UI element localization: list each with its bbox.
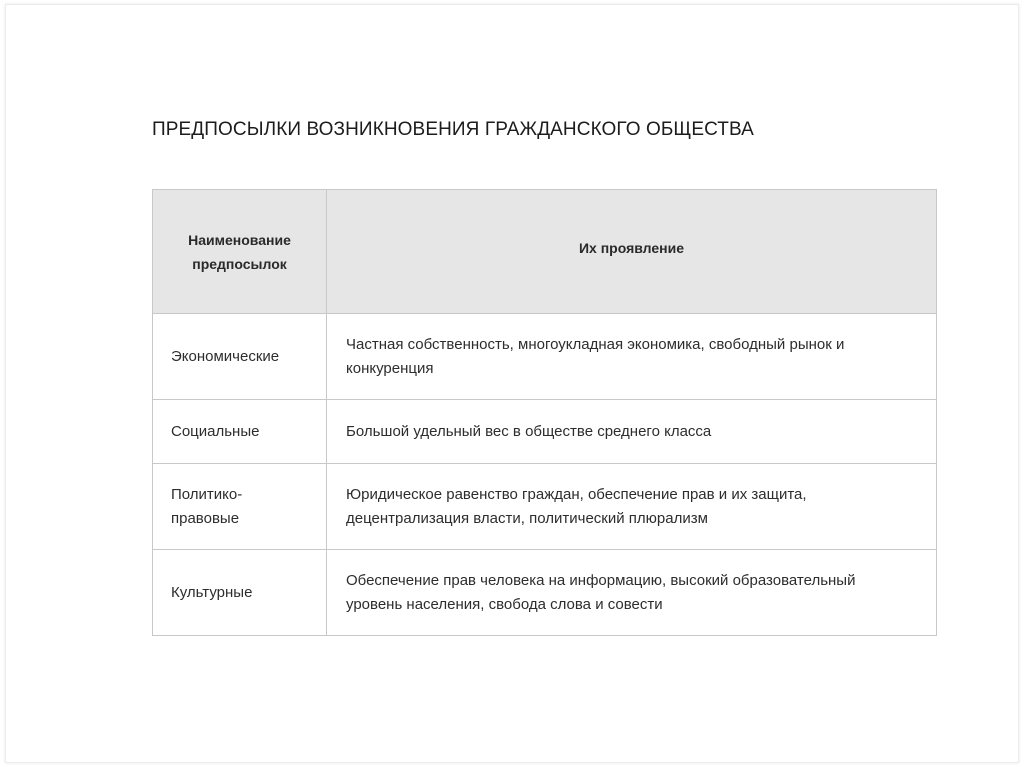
prerequisites-table: [152, 189, 937, 636]
table-header-row: [153, 190, 937, 314]
slide: [5, 4, 1019, 763]
row-manifestation: Юридическое равенство граждан, обеспечение прав и их защита, децентрализация власти, политический плюрализм: [327, 464, 937, 550]
row-manifestation: Частная собственность, многоукладная экономика, свободный рынок и конкуренция: [327, 314, 937, 400]
table-row: [153, 400, 937, 464]
header-manifestation: Их проявление: [327, 190, 937, 314]
row-manifestation: Большой удельный вес в обществе среднего класса: [327, 400, 937, 464]
row-manifestation: Обеспечение прав человека на информацию, высокий образовательный уровень населения, свобода слова и совести: [327, 550, 937, 636]
table-row: [153, 314, 937, 400]
table-row: [153, 464, 937, 550]
header-name: Наименование предпосылок: [153, 190, 327, 314]
row-name: Социальные: [153, 400, 327, 464]
row-name: Политико-правовые: [153, 464, 327, 550]
page-title: ПРЕДПОСЫЛКИ ВОЗНИКНОВЕНИЯ ГРАЖДАНСКОГО ОБЩЕСТВА: [152, 119, 754, 140]
row-name: Экономические: [153, 314, 327, 400]
table-row: [153, 550, 937, 636]
row-name: Культурные: [153, 550, 327, 636]
